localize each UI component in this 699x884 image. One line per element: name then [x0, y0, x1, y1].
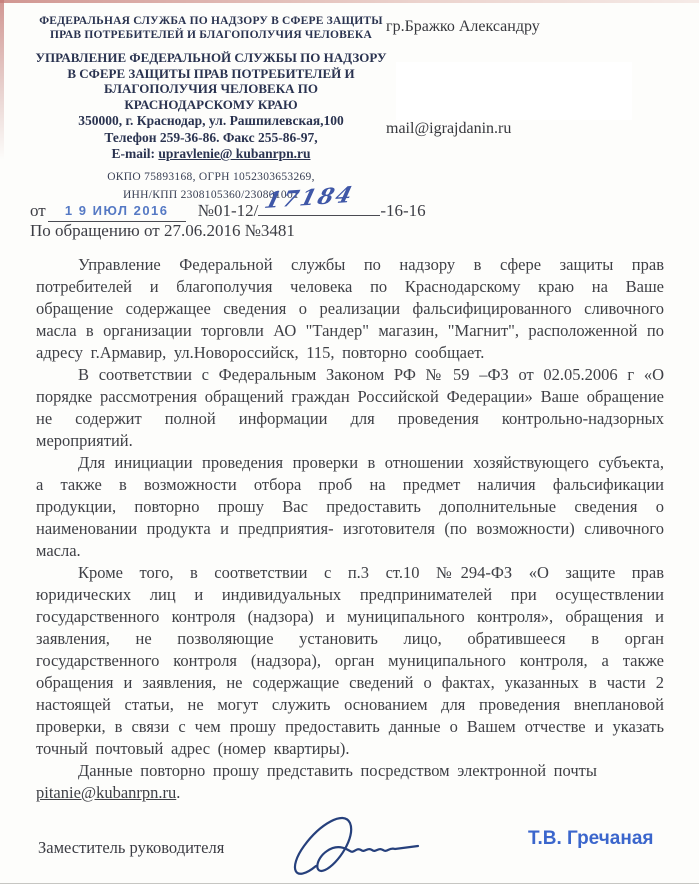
paragraph-1: Управление Федеральной службы по надзору в сфере защиты прав потребителей и благополучия человека по Краснодарскому краю на Ваше обращение содержащее сведения о реализации фальсифицированного сливочного масла в организации торговли АО "Тандер" магазин, "Магнит", расположенной по адресу г.Армавир, ул.Новороссийск, 115, повторно сообщает. [36, 255, 664, 362]
scan-edge-artifact-top [0, 0, 699, 3]
handwritten-number: 17184 [262, 182, 358, 214]
scan-edge-artifact-left [0, 0, 4, 160]
handwritten-number-slot [258, 182, 380, 216]
reply-email: pitanie@kubanrpn.ru [36, 783, 177, 802]
signer-position: Заместитель руководителя [38, 838, 225, 857]
redaction-box [396, 62, 632, 120]
date-stamp-slot [48, 201, 186, 222]
closing-text: Данные повторно прошу представить посредством электронной почты [78, 761, 597, 780]
signature-scribble [286, 804, 458, 884]
regarding-line: По обращению от 27.06.2016 №3481 [30, 221, 295, 240]
from-label: от [30, 201, 46, 220]
department-name-line1: УПРАВЛЕНИЕ ФЕДЕРАЛЬНОЙ СЛУЖБЫ ПО НАДЗОРУ [35, 50, 387, 65]
inn-kpp: ИНН/КПП 2308105360/230801001 [122, 188, 300, 201]
okpo-ogrn: ОКПО 75893168, ОГРН 1052303653269, [107, 170, 315, 183]
paragraph-2: В соответствии с Федеральным Законом РФ № 59 –ФЗ от 02.05.2006 г «О порядке рассмотрения обращений граждан Российской Федерации» Ваше обращение не содержит полной информации для проведения контрольно-надзорных мероприятий. [36, 365, 664, 450]
recipient-name: гр.Бражко Александру [386, 18, 540, 35]
department-name-line3: БЛАГОПОЛУЧИЯ ЧЕЛОВЕКА ПО [104, 81, 318, 96]
letterhead-phone-fax: Телефон 259-36-86. Факс 255-86-97, [104, 129, 318, 145]
paragraph-3: Для инициации проведения проверки в отношении хозяйствующего субъекта, а также в возможности отбора проб на предмет наличия фальсификации продукции, повторно прошу Вас предоставить дополнительные сведения о наименовании продукта и предприятия- изготовителя (по возможности) сливочного масла. [36, 453, 664, 560]
paragraph-closing [36, 760, 664, 804]
signer-name: Т.В. Гречаная [528, 828, 654, 849]
agency-name-line1: ФЕДЕРАЛЬНАЯ СЛУЖБА ПО НАДЗОРУ В СФЕРЕ ЗАЩИТЫ [39, 15, 383, 27]
date-stamp: 1 9 ИЮЛ 2016 [64, 203, 169, 218]
agency-name-line2: ПРАВ ПОТРЕБИТЕЛЕЙ И БЛАГОПОЛУЧИЯ ЧЕЛОВЕКА [50, 29, 372, 41]
letterhead [28, 14, 394, 204]
outgoing-number-prefix: №01-12/ [197, 201, 259, 220]
department-name [28, 50, 394, 112]
letterhead-email-line [28, 146, 394, 163]
department-name-line4: КРАСНОДАРСКОМУ КРАЮ [124, 96, 298, 112]
letter-body [36, 254, 664, 804]
outgoing-number-suffix: -16-16 [380, 201, 426, 220]
letterhead-email-label: E-mail: [111, 146, 155, 161]
letterhead-email: upravlenie@ kubanrpn.ru [158, 146, 311, 161]
department-name-line2: В СФЕРЕ ЗАЩИТЫ ПРАВ ПОТРЕБИТЕЛЕЙ И [67, 65, 355, 81]
agency-name [28, 14, 394, 42]
recipient-email: mail@igrajdanin.ru [386, 120, 512, 137]
closing-suffix: . [176, 783, 181, 802]
letterhead-address: 350000, г. Краснодар, ул. Рашпилевская,100 [78, 113, 344, 128]
paragraph-4: Кроме того, в соответствии с п.3 ст.10 №294-ФЗ «О защите прав юридических лиц и индивидуальных предпринимателей при осуществлении государственного контроля (надзора) и муниципального контроля», обращения и заявления, не позволяющие установить лицо, обратившееся в орган государственного контроля (надзора), орган муниципального контроля, а также обращения и заявления, не содержащие сведений о фактах, указанных в части 2 настоящей статьи, не могут служить основанием для проведения внеплановой проверки, в связи с чем прошу предоставить данные о Вашем отчестве и указать точный почтовый адрес (номер квартиры). [36, 563, 664, 758]
letterhead-contact [28, 113, 394, 163]
